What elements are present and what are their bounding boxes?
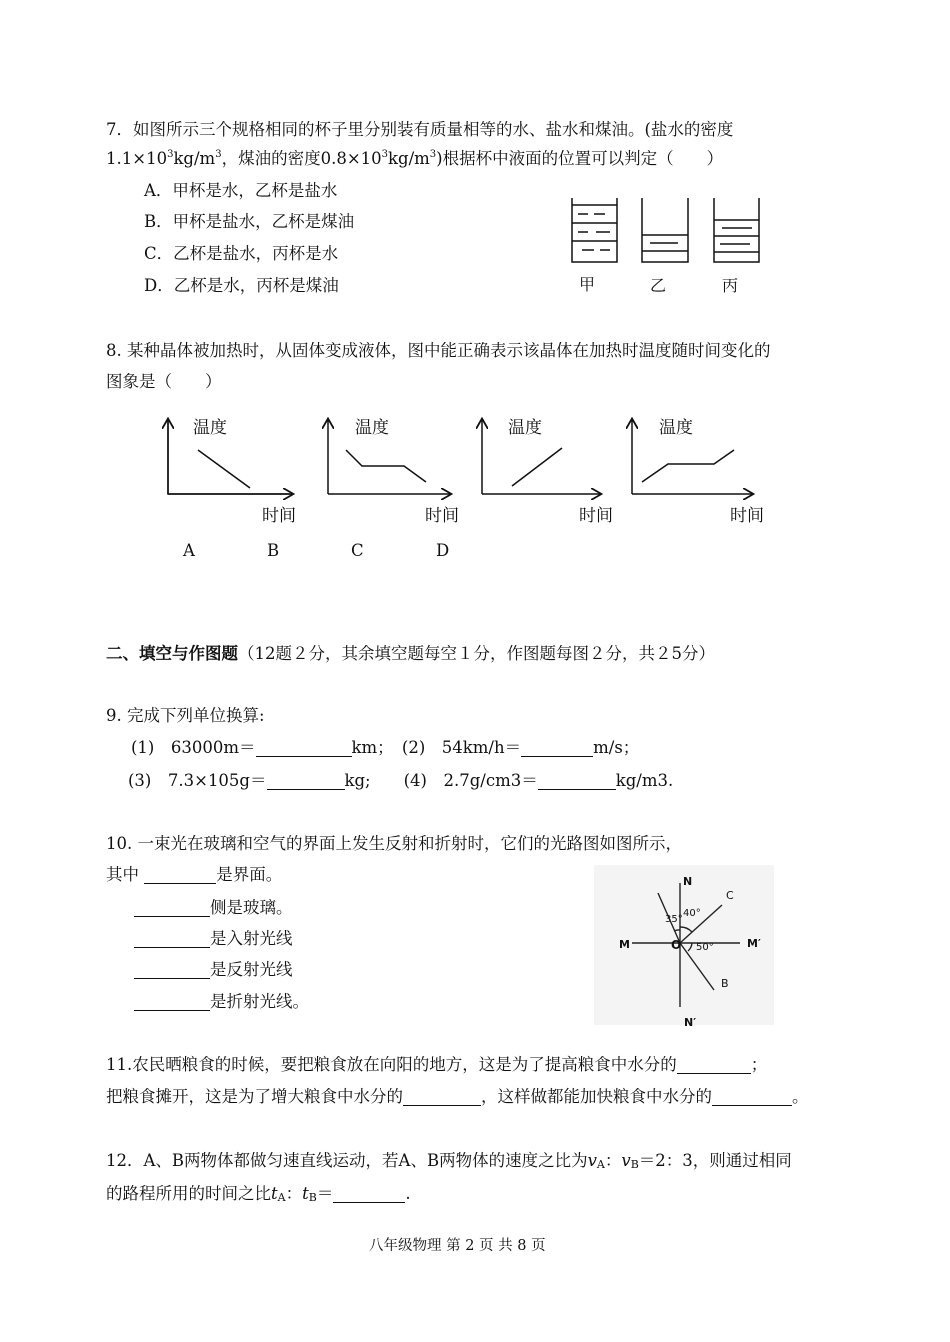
q10-blank-refracted[interactable] [134, 992, 210, 1011]
label-m-prime: M′ [747, 937, 761, 950]
q9-title: 9. 完成下列单位换算: [106, 706, 265, 725]
graph-a [168, 420, 292, 494]
q9-blank-4[interactable] [538, 771, 616, 790]
q8-line1: 8. 某种晶体被加热时，从固体变成液体，图中能正确表示该晶体在加热时温度随时间变化的 [106, 341, 771, 360]
label-angle-40: 40° [683, 908, 701, 919]
section2-heading [106, 643, 715, 665]
q9-line1: (1) 63000m＝ km； (2) 54km/h＝ m/s； [131, 738, 640, 757]
q11-line2: 把粮食摊开，这是为了增大粮食中水分的 ，这样做都能加快粮食中水分的 。 [106, 1087, 809, 1106]
graph-d-ylabel: 温度 [659, 418, 693, 438]
q8-line2: 图象是（ ） [106, 372, 222, 391]
q9-blank-1[interactable] [256, 738, 352, 757]
label-n-prime: N′ [684, 1016, 697, 1029]
label-n: N [683, 875, 693, 888]
label-m: M [619, 938, 630, 951]
q10-blank-reflected[interactable] [134, 960, 210, 979]
q11-blank-1[interactable] [677, 1055, 751, 1074]
label-angle-50: 50° [696, 942, 714, 953]
graph-letter-a: A [183, 541, 195, 560]
q12-blank[interactable] [333, 1184, 405, 1203]
q9-line2: (3) 7.3×105g＝ kg; (4) 2.7g/cm3＝ kg/m3. [128, 771, 674, 790]
q10-line1: 10. 一束光在玻璃和空气的界面上发生反射和折射时，它们的光路图如图所示， [106, 834, 682, 853]
q7-option-c: C．乙杯是盐水，丙杯是水 [144, 244, 339, 263]
cup-yi [642, 198, 688, 262]
q7-option-b: B．甲杯是盐水，乙杯是煤油 [144, 212, 355, 231]
cup-label-yi: 乙 [650, 276, 667, 295]
q7-option-a: A．甲杯是水，乙杯是盐水 [144, 181, 338, 200]
q11-line1: 11.农民晒粮食的时候，要把粮食放在向阳的地方，这是为了提高粮食中水分的 ； [106, 1055, 768, 1074]
graph-b-xlabel: 时间 [425, 506, 459, 526]
graph-d-xlabel: 时间 [730, 506, 764, 526]
graph-letter-b: B [267, 541, 280, 560]
q11-blank-3[interactable] [712, 1087, 792, 1106]
q9-blank-2[interactable] [521, 738, 593, 757]
graph-letter-d: D [436, 541, 450, 560]
q10-blank-interface[interactable] [144, 865, 216, 884]
label-angle-35: 35° [665, 914, 683, 925]
graph-a-ylabel: 温度 [193, 418, 227, 438]
q10-blank-incident[interactable] [134, 929, 210, 948]
section2-note: （12题２分，其余填空题每空１分，作图题每图２分，共２5分） [238, 644, 715, 663]
page-footer: 八年级物理 第 2 页 共 8 页 [369, 1238, 546, 1254]
q7-option-d: D．乙杯是水，丙杯是煤油 [144, 276, 339, 295]
graph-c-ylabel: 温度 [508, 418, 542, 438]
q7-line2: $1.1\times 10^3kg/m^3$，煤油的密度$0.8\times 10^3kg/m^3$)根据杯中液面的位置可以判定（ ） [106, 149, 724, 168]
label-c: C [726, 889, 734, 902]
q10-item-3: 是反射光线 [134, 959, 293, 981]
q12-line1: 12．A、B两物体都做匀速直线运动，若A、B两物体的速度之比为$v_A$：$v_B=2$：3，则通过相同 [106, 1151, 792, 1171]
graph-a-xlabel: 时间 [262, 506, 296, 526]
q11-blank-2[interactable] [403, 1087, 481, 1106]
q10-item-2: 是入射光线 [134, 928, 293, 950]
label-b: B [721, 977, 729, 990]
section2-title: 二、填空与作图题 [106, 644, 238, 663]
graph-c-xlabel: 时间 [579, 506, 613, 526]
q7-line1: 7．如图所示三个规格相同的杯子里分别装有质量相等的水、盐水和煤油。(盐水的密度 [106, 120, 734, 139]
q10-item-4: 是折射光线。 [134, 991, 309, 1013]
cup-label-jia: 甲 [579, 275, 596, 294]
q10-item-1: 侧是玻璃。 [134, 897, 293, 919]
graph-letter-c: C [351, 541, 364, 560]
q10-line2: 其中 是界面。 [106, 865, 283, 884]
cup-label-bing: 丙 [722, 276, 739, 295]
graph-b-ylabel: 温度 [355, 418, 389, 438]
cup-jia [572, 198, 617, 262]
q12-line2: 的路程所用的时间之比$t_A$：$t_B=$ . [106, 1184, 411, 1204]
q10-blank-glass[interactable] [134, 898, 210, 917]
label-o: O [671, 938, 682, 952]
q9-blank-3[interactable] [267, 771, 345, 790]
graph-b [328, 420, 450, 494]
graphs-diagram [150, 410, 790, 510]
